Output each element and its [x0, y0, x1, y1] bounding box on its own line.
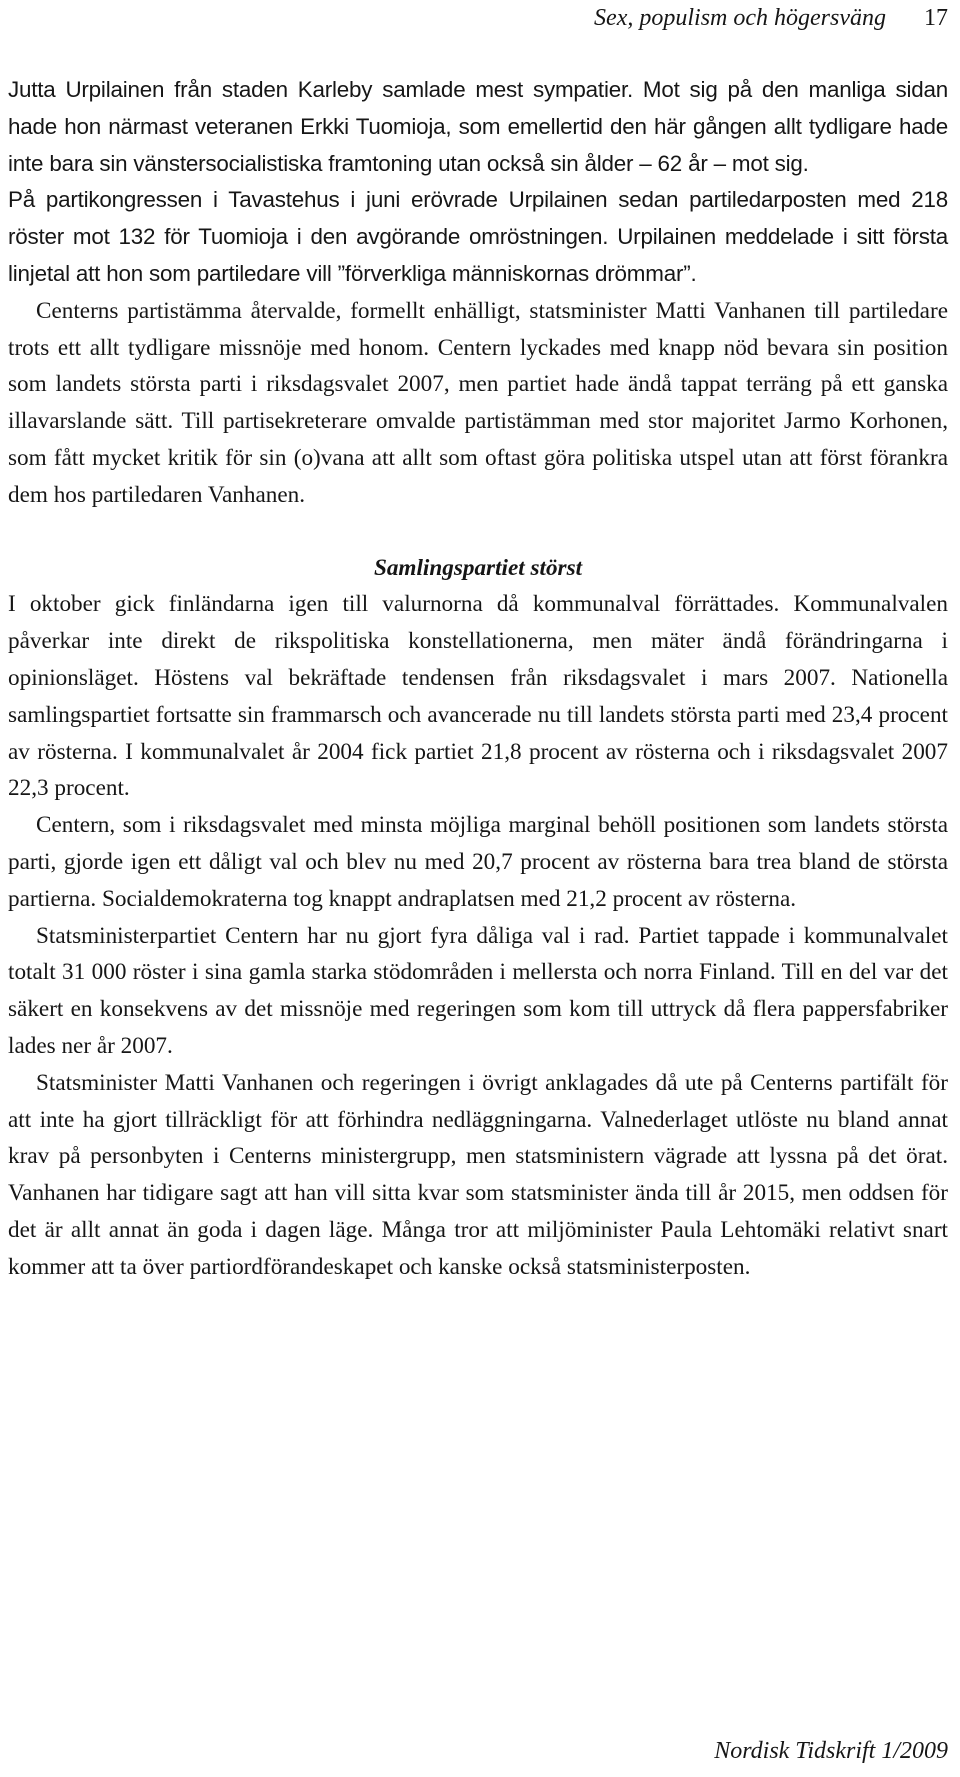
paragraph-municipal-elections: I oktober gick finländarna igen till valurnorna då kommunalval förrättades. Kommunalvalen påverkar inte direkt de rikspolitiska konstellationerna, men mäter ändå förändringarna i opinionsläget. Höstens val bekräftade tendensen från riksdagsvalet i mars 2007. Nationella samlingspartiet fortsatte sin frammarsch och avancerade nu till landets största parti med 23,4 procent av rösterna. I kommunalvalet år 2004 fick partiet 21,8 procent av rösterna och i riksdagsvalet 2007 22,3 procent.	[8, 591, 948, 802]
paragraph-centern-party-meeting: Centerns partistämma återvalde, formellt enhälligt, statsminister Matti Vanhanen till partiledare trots ett allt tydligare missnöje med honom. Centern lyckades med knapp nöd bevara sin position som landets största parti i riksdagsvalet 2007, men partiet hade ändå tappat terräng på ett ganska illavarslande sätt. Till partisekreterare omvalde partistämman med stor majoritet Jarmo Korhonen, som fått mycket kritik för sin (o)vana att allt som oftast göra politiska utspel utan att först förankra dem hos partiledaren Vanhanen.	[8, 297, 948, 508]
section-heading: Samlingspartiet störst	[373, 554, 583, 581]
page-number: 17	[924, 5, 948, 31]
paragraph-party-congress: På partikongressen i Tavastehus i juni erövrade Urpilainen sedan partiledarposten med 218 röster mot 132 för Tuomioja i den avgörande omröstningen. Urpilainen meddelade i sitt första linjetal att hon som partiledare vill ”förverkliga människornas drömmar”.	[8, 187, 948, 286]
running-title: Sex, populism och högersväng	[594, 5, 886, 31]
paragraph-vanhanen-criticism: Statsminister Matti Vanhanen och regeringen i övrigt anklagades då ute på Centerns partifält för att inte ha gjort tillräckligt för att förhindra nedläggningarna. Valnederlaget utlöste nu bland annat krav på personbyten i Centerns ministergrupp, men statsministern vägrade att lyssna på det örat. Vanhanen har tidigare sagt att han vill sitta kvar som statsminister ända till år 2015, men oddsen för det är allt annat än goda i dagen läge. Många tror att miljöminister Paula Lehtomäki relativt snart kommer att ta över partiordförandeskapet och kanske också statsministerposten.	[8, 1069, 948, 1280]
running-head	[594, 2, 948, 34]
paragraph-four-bad-elections: Statsministerpartiet Centern har nu gjort fyra dåliga val i rad. Partiet tappade i kommunalvalet totalt 31 000 röster i sina gamla starka stödområden i mellersta och norra Finland. Till en del var det säkert en konsekvens av det missnöje med regeringen som kom till uttryck då flera pappersfabriker lades ner år 2007.	[8, 922, 948, 1059]
paragraph-urpilainen-sympathy: Jutta Urpilainen från staden Karleby samlade mest sympatier. Mot sig på den manliga sidan hade hon närmast veteranen Erkki Tuomioja, som emellertid den här gången allt tydligare hade inte bara sin vänstersocialistiska framtoning utan också sin ålder – 62 år – mot sig.	[8, 77, 948, 176]
paragraph-centern-third: Centern, som i riksdagsvalet med minsta möjliga marginal behöll positionen som landets största parti, gjorde igen ett dåligt val och blev nu med 20,7 procent av rösterna bara trea bland de största partierna. Socialdemokraterna tog knappt andraplatsen med 21,2 procent av rösterna.	[8, 812, 948, 912]
journal-footer: Nordisk Tidskrift 1/2009	[714, 1738, 948, 1764]
body-text	[8, 72, 948, 1286]
